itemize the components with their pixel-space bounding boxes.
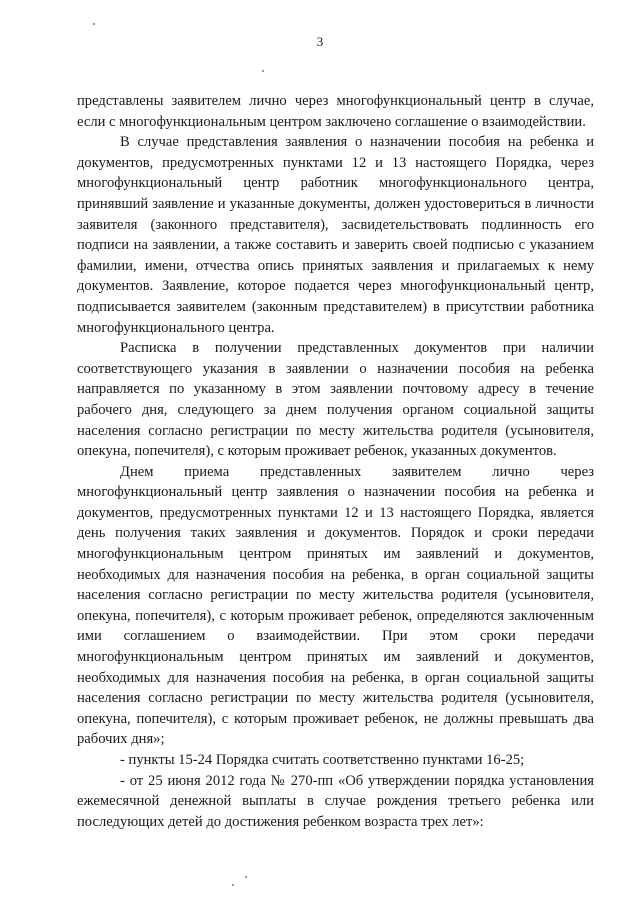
paragraph-4: Днем приема представленных заявителем лично через многофункциональный центр заявления о назначении пособия на ребенка и документов, предусмотренных пунктами 12 и 13 настоящего Порядка, является день получения таких заявления и документов. Порядок и сроки передачи многофункциональным центром принятых им заявлений и документов, необходимых для назначения пособия на ребенка, в орган социальной защиты населения согласно регистрации по месту жительства родителя (усыновителя, опекуна, попечителя), с которым проживает ребенок, определяются заключенным ими соглашением о взаимодействии. При этом сроки передачи многофункциональным центром принятых им заявлений и документов, необходимых для назначения пособия на ребенка, в орган социальной защиты населения согласно регистрации по месту жительства родителя (усыновителя, опекуна, попечителя), с которым проживает ребенок, не должны превышать два рабочих дня»; [77, 463, 594, 748]
document-body [77, 91, 594, 832]
paragraph-2: В случае представления заявления о назначении пособия на ребенка и документов, предусмотренных пунктами 12 и 13 настоящего Порядка, через многофункциональный центр работник многофункционального центра, принявший заявление и указанные документы, должен удостовериться в личности заявителя (законного представителя), засвидетельствовать подлинность его подписи на заявлении, а также составить и заверить своей подписью с указанием фамилии, имени, отчества опись принятых заявления и прилагаемых к нему документов. Заявление, которое подается через многофункциональный центр, подписывается заявителем (законным представителем) в присутствии работника многофункционального центра. [77, 134, 594, 336]
paragraph-1: представлены заявителем лично через многофункциональный центр в случае, если с многофункциональным центром заключено соглашение о взаимодействии. [77, 93, 594, 130]
scan-speck [245, 876, 247, 878]
scan-speck [232, 884, 234, 886]
scan-speck [262, 70, 264, 72]
page-number: 3 [316, 34, 324, 49]
paragraph-5: - пункты 15-24 Порядка считать соответственно пунктами 16-25; [120, 752, 525, 768]
paragraph-3: Расписка в получении представленных документов при наличии соответствующего указания в заявлении о назначении пособия на ребенка направляется по указанному в этом заявлении почтовому адресу в течение рабочего дня, следующего за днем получения органом социальной защиты населения согласно регистрации по месту жительства родителя (усыновителя, опекуна, попечителя), с которым проживает ребенок, указанных документов. [77, 340, 594, 460]
scan-speck [93, 23, 95, 25]
paragraph-6: - от 25 июня 2012 года № 270-пп «Об утверждении порядка установления ежемесячной денежной выплаты в случае рождения третьего ребенка или последующих детей до достижения ребенком возраста трех лет»: [77, 772, 594, 830]
